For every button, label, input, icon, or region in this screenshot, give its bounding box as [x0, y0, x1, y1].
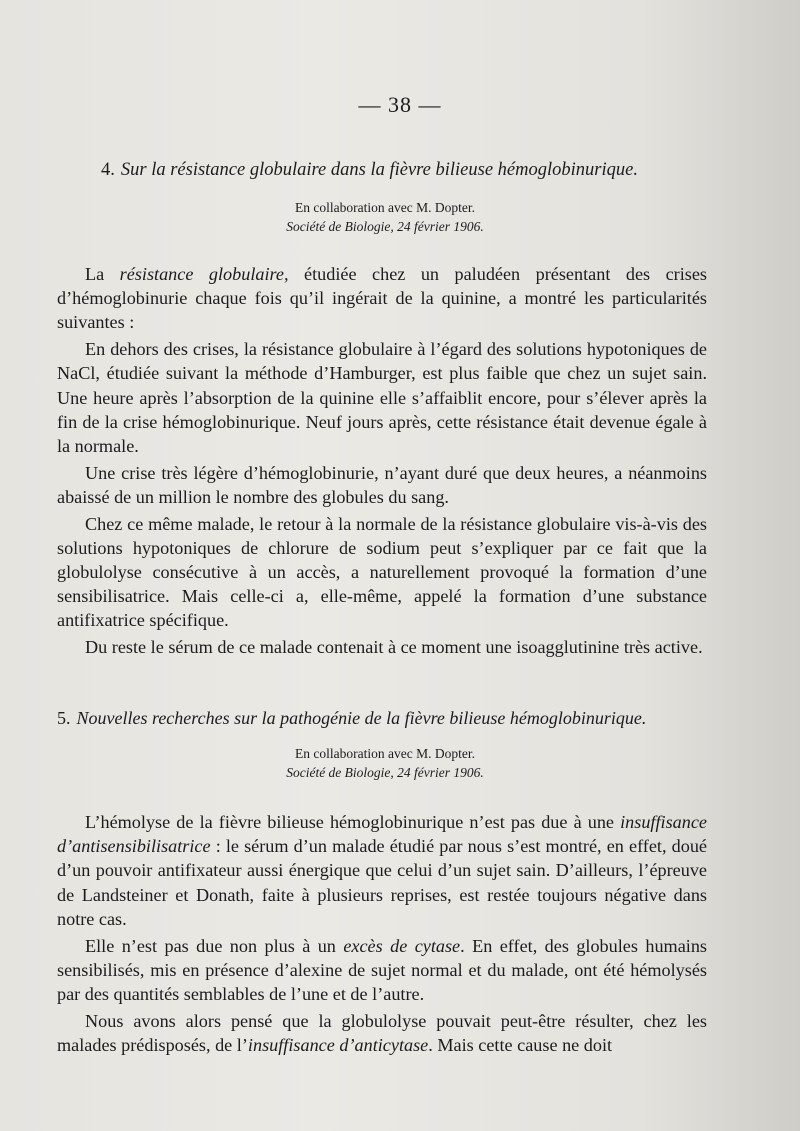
section-4-society: Société de Biologie, 24 février 1906.	[286, 219, 484, 234]
text-run: . En effet, des globules humains sensibilisés, mis en présence d’alexine de sujet normal et du malade, ont été hémolysés par des quantités semblables de l’une et de l’autre.	[57, 935, 707, 1004]
text-run: Nous avons alors pensé que la globulolyse pouvait peut-être résulter, chez les malades prédisposés, de l’	[57, 1010, 707, 1055]
section-4-paragraph-2: En dehors des crises, la résistance globulaire à l’égard des solutions hypotoniques de NaCl, étudiée suivant la méthode d’Hamburger, est plus faible que chez un sujet sain. Une heure après l’absorption de la quinine elle s’affaiblit encore, pour s’élever après la fin de la crise hémoglobinurique. Neuf jours après, cette résistance était devenue égale à la normale.	[57, 339, 707, 456]
emphasis: insuffisance d’anticytase	[247, 1034, 429, 1055]
section-4-collaboration: En collaboration avec M. Dopter.	[295, 200, 475, 215]
section-5-body	[57, 810, 707, 1060]
page-number: — 38 —	[358, 92, 442, 117]
emphasis: résistance globulaire,	[119, 264, 289, 284]
section-5-paragraph-3	[57, 1009, 707, 1057]
section-5-credits	[0, 744, 770, 782]
text-run: : le sérum d’un malade étudié par nous s’est montré, en effet, doué d’un pouvoir antifixateur aussi énergique que celui d’un sujet sain. D’ailleurs, l’épreuve de Landsteiner et Donath, faite à plusieurs reprises, est restée toujours négative dans notre cas.	[57, 836, 707, 929]
text-run: L’hémolyse de la fièvre bilieuse hémoglobinurique n’est pas due à une	[85, 812, 621, 832]
section-4-number: 4.	[101, 160, 115, 180]
text-run: . Mais cette cause ne doit	[428, 1034, 613, 1055]
section-5-title-text: Nouvelles recherches sur la pathogénie de la fièvre bilieuse hémoglobinurique.	[76, 708, 647, 728]
section-5-collaboration: En collaboration avec M. Dopter.	[295, 746, 475, 761]
section-5-paragraph-1	[57, 810, 707, 931]
section-4-credits	[0, 198, 770, 236]
text-run: La	[85, 264, 120, 284]
section-5-number: 5.	[57, 708, 71, 728]
emphasis: excès de cytase	[343, 935, 461, 956]
section-5-society: Société de Biologie, 24 février 1906.	[286, 765, 484, 780]
section-4-title	[101, 160, 638, 181]
section-5-title	[57, 708, 646, 729]
section-5-paragraph-2	[57, 934, 707, 1007]
section-4-body	[57, 262, 707, 662]
section-4-title-text: Sur la résistance globulaire dans la fièvre bilieuse hémoglobinurique.	[120, 160, 638, 180]
text-run: étudiée chez un paludéen présentant des crises d’hémoglobinurie chaque fois qu’il ingérait de la quinine, a montré les particularités suivantes :	[57, 264, 707, 333]
text-run: Elle n’est pas due non plus à un	[85, 935, 344, 956]
section-4-paragraph-4: Chez ce même malade, le retour à la normale de la résistance globulaire vis-à-vis des solutions hypotoniques de chlorure de sodium peut s’expliquer par ce fait que la globulolyse consécutive à un accès, a naturellement provoqué la formation d’une sensibilisatrice. Mais celle-ci a, elle-même, appelé la formation d’une substance antifixatrice spécifique.	[57, 513, 707, 631]
section-4-paragraph-3: Une crise très légère d’hémoglobinurie, n’ayant duré que deux heures, a néanmoins abaissé de un million le nombre des globules du sang.	[57, 462, 707, 507]
section-4-paragraph-1	[57, 262, 707, 335]
section-4-paragraph-5: Du reste le sérum de ce malade contenait à ce moment une isoagglutinine très active.	[85, 637, 703, 658]
emphasis: insuffisance d’antisensibilisatrice	[57, 812, 707, 857]
